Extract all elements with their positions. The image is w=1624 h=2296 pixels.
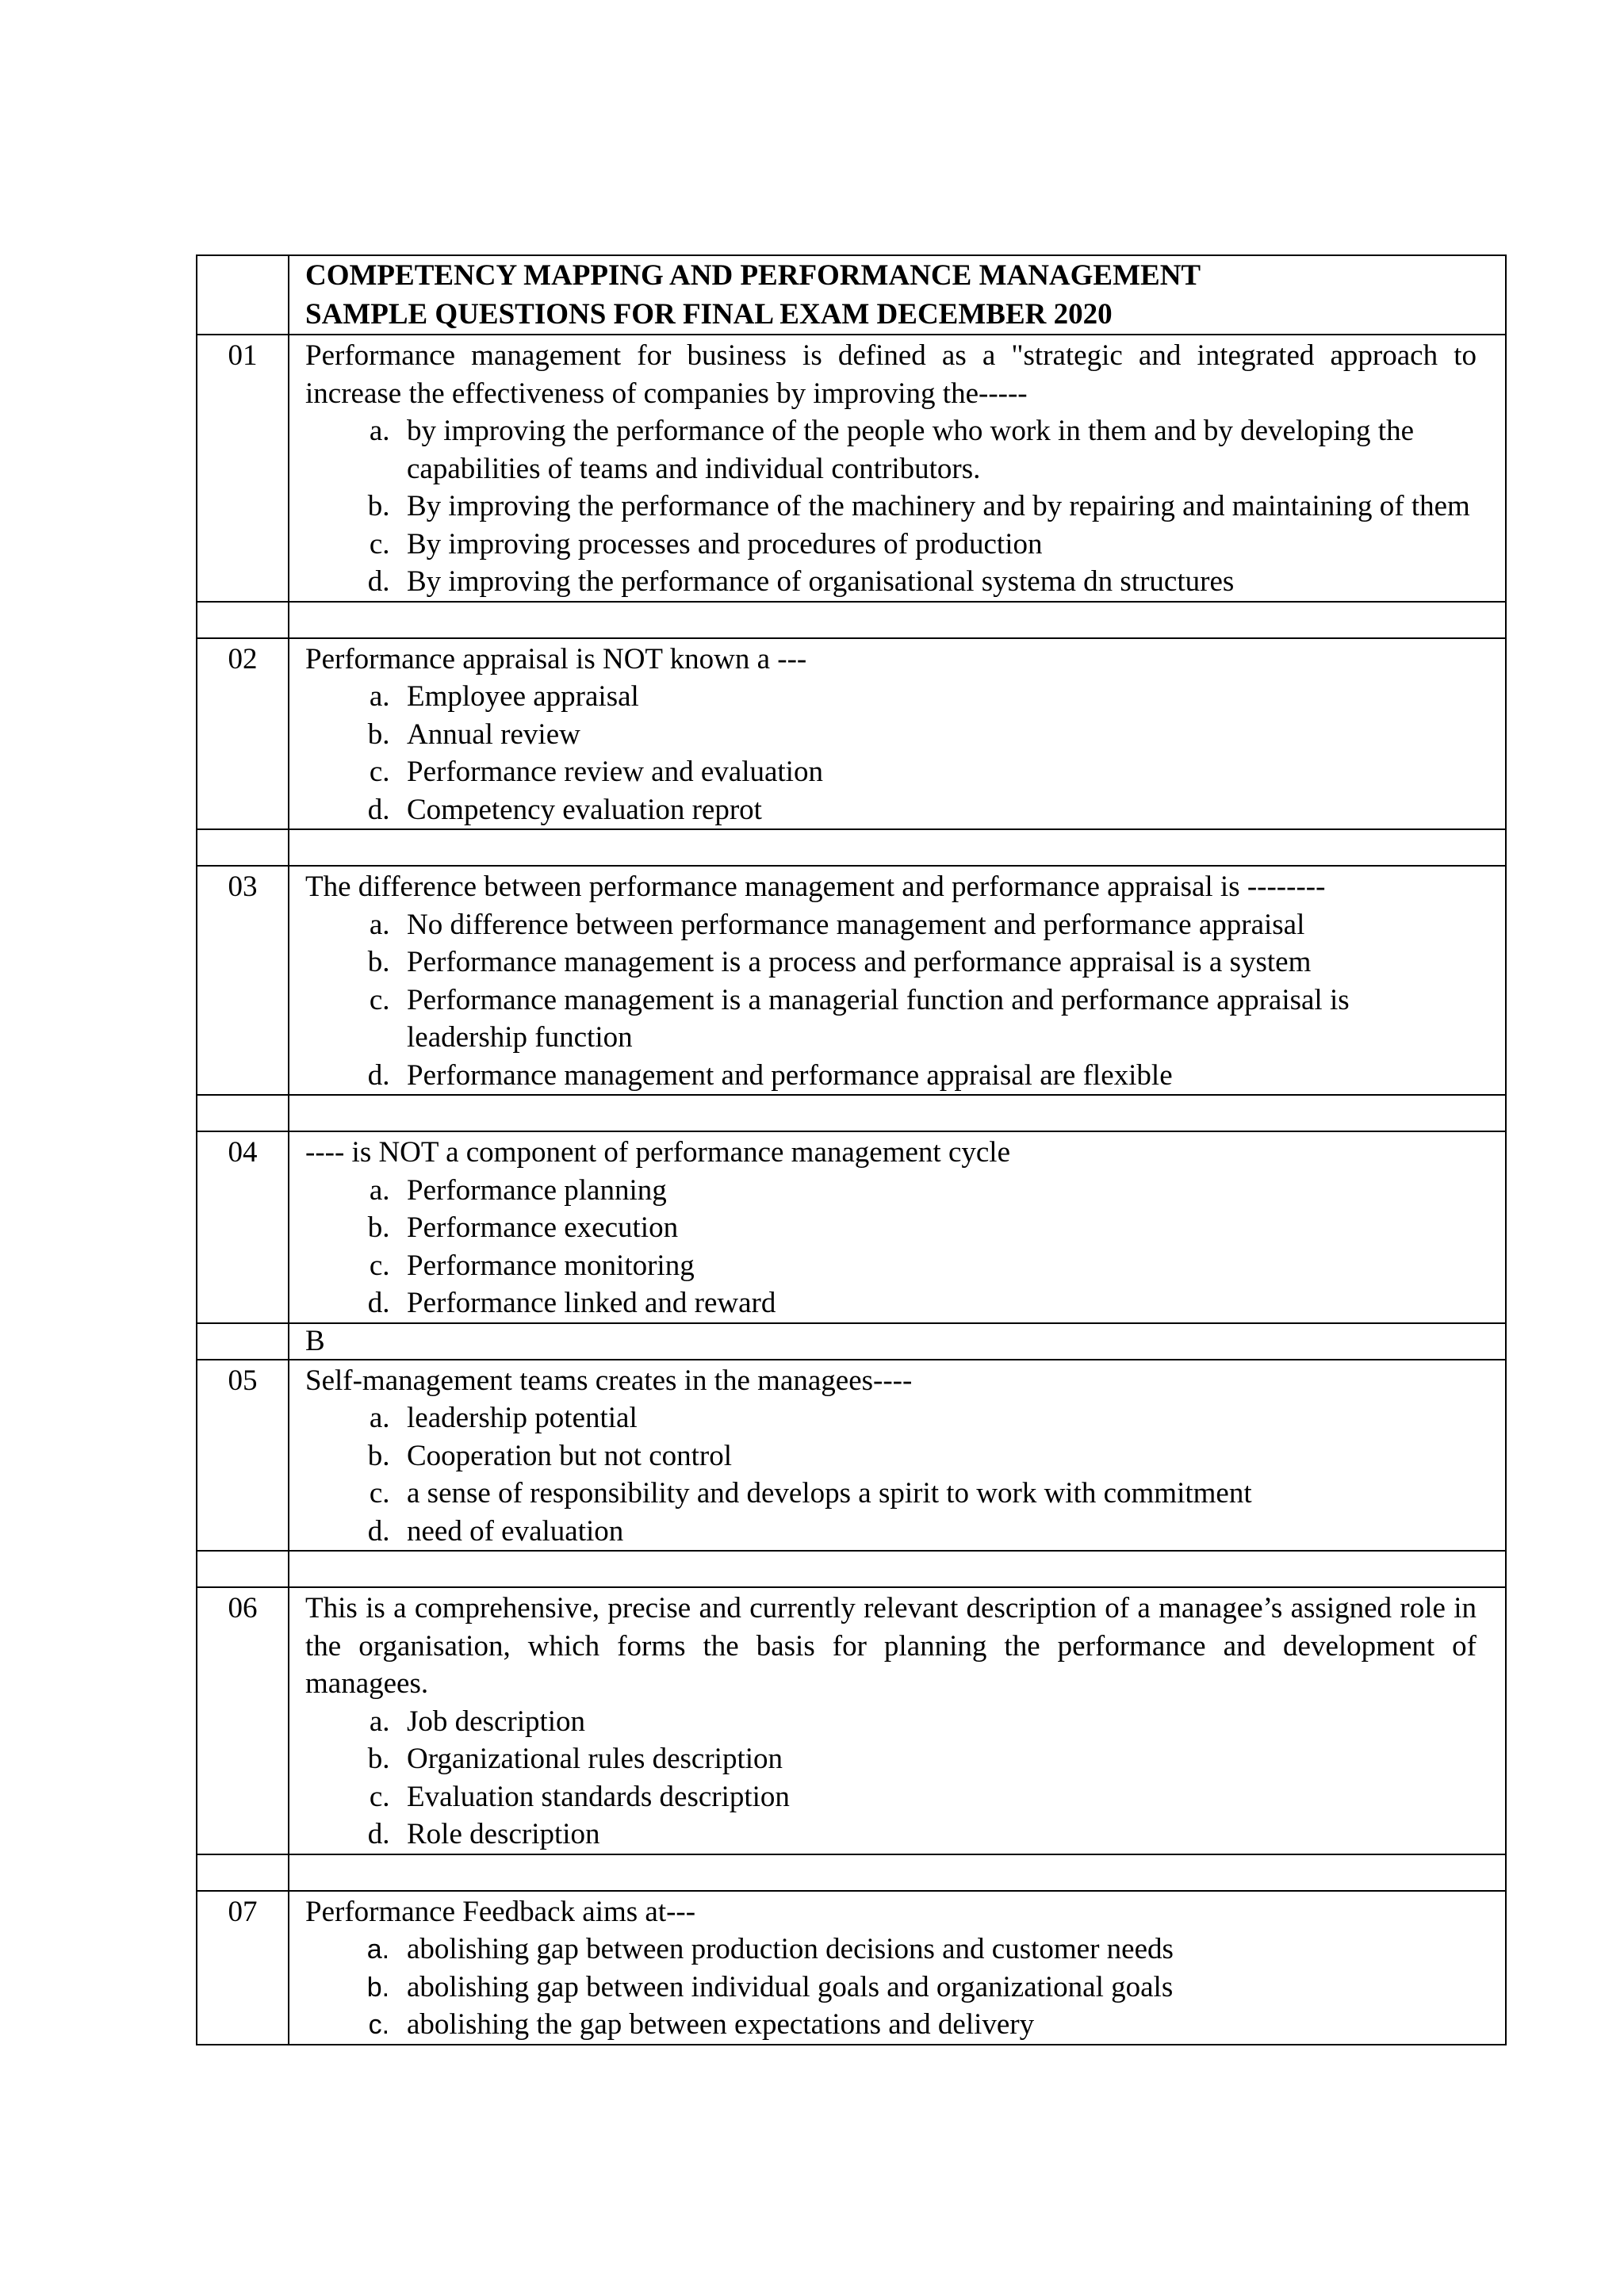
answer-row: [197, 1854, 1506, 1891]
option-c: c. abolishing the gap between expectations and delivery: [404, 2006, 1477, 2044]
question-cell: [289, 335, 1506, 602]
question-cell: [289, 1891, 1506, 2045]
question-cell: [289, 1360, 1506, 1552]
question-row: [197, 1131, 1506, 1323]
option-c: c. By improving processes and procedures of production: [404, 526, 1477, 564]
question-number: 06: [197, 1587, 289, 1854]
option-d: d. Performance management and performance appraisal are flexible: [404, 1057, 1477, 1095]
option-b: b. Organizational rules description: [404, 1740, 1477, 1778]
question-number: 01: [197, 335, 289, 602]
option-c: c. Performance review and evaluation: [404, 753, 1477, 791]
option-d: d. Performance linked and reward: [404, 1284, 1477, 1322]
header-number-cell: [197, 255, 289, 335]
answer-cell: B: [289, 1323, 1506, 1360]
question-cell: [289, 638, 1506, 830]
option-c: c. a sense of responsibility and develops a spirit to work with commitment: [404, 1475, 1477, 1513]
option-list: [305, 412, 1477, 601]
option-a: a. by improving the performance of the people who work in them and by developing the capabilities of teams and individual contributors.: [404, 412, 1477, 488]
question-row: [197, 1360, 1506, 1552]
option-c: c. Evaluation standards description: [404, 1778, 1477, 1816]
exam-table: [196, 254, 1507, 2045]
option-a: a. abolishing gap between production decisions and customer needs: [404, 1931, 1477, 1969]
option-b: b. Annual review: [404, 716, 1477, 754]
question-text: Performance appraisal is NOT known a ---: [305, 642, 807, 675]
answer-number-cell: [197, 829, 289, 866]
option-d: d. By improving the performance of organisational systema dn structures: [404, 563, 1477, 601]
answer-cell: [289, 602, 1506, 638]
question-row: [197, 638, 1506, 830]
option-list: [305, 906, 1477, 1095]
answer-number-cell: [197, 1095, 289, 1131]
answer-row: [197, 829, 1506, 866]
question-text: Performance Feedback aims at---: [305, 1895, 696, 1928]
answer-number-cell: [197, 602, 289, 638]
option-a: a. leadership potential: [404, 1399, 1477, 1437]
option-list: [305, 1931, 1477, 2044]
question-row: [197, 866, 1506, 1095]
option-d: d. Role description: [404, 1816, 1477, 1854]
option-d: d. Competency evaluation reprot: [404, 791, 1477, 829]
option-d: d. need of evaluation: [404, 1513, 1477, 1551]
header-title-cell: [289, 255, 1506, 335]
answer-number-cell: [197, 1551, 289, 1587]
option-c: c. Performance monitoring: [404, 1247, 1477, 1285]
question-number: 07: [197, 1891, 289, 2045]
question-number: 05: [197, 1360, 289, 1552]
option-a: a. Performance planning: [404, 1172, 1477, 1210]
answer-cell: [289, 1095, 1506, 1131]
header-row: [197, 255, 1506, 335]
option-list: [305, 1703, 1477, 1854]
option-a: a. Job description: [404, 1703, 1477, 1741]
option-a: a. No difference between performance management and performance appraisal: [404, 906, 1477, 944]
question-row: [197, 335, 1506, 602]
question-cell: [289, 1131, 1506, 1323]
answer-cell: [289, 1551, 1506, 1587]
answer-number-cell: [197, 1854, 289, 1891]
question-number: 03: [197, 866, 289, 1095]
question-text: Performance management for business is defined as a "strategic and integrated approach to increase the effectiveness of companies by improving the-----: [305, 339, 1477, 410]
answer-cell: [289, 1854, 1506, 1891]
answer-number-cell: [197, 1323, 289, 1360]
question-cell: [289, 866, 1506, 1095]
option-b: b. Performance execution: [404, 1209, 1477, 1247]
question-row: [197, 1891, 1506, 2045]
answer-cell: [289, 829, 1506, 866]
question-text: The difference between performance management and performance appraisal is --------: [305, 871, 1326, 903]
option-b: b. Cooperation but not control: [404, 1437, 1477, 1475]
option-list: [305, 678, 1477, 828]
option-list: [305, 1172, 1477, 1322]
question-number: 02: [197, 638, 289, 830]
question-row: [197, 1587, 1506, 1854]
option-b: b. By improving the performance of the machinery and by repairing and maintaining of them: [404, 488, 1477, 526]
question-cell: [289, 1587, 1506, 1854]
answer-row: [197, 1323, 1506, 1360]
question-text: This is a comprehensive, precise and currently relevant description of a managee’s assigned role in the organisation, which forms the basis for planning the performance and development of managees.: [305, 1592, 1477, 1700]
answer-row: [197, 1095, 1506, 1131]
answer-row: [197, 602, 1506, 638]
document-title: COMPETENCY MAPPING AND PERFORMANCE MANAGEMENT: [305, 259, 1201, 292]
answer-row: [197, 1551, 1506, 1587]
option-list: [305, 1399, 1477, 1550]
option-a: a. Employee appraisal: [404, 678, 1477, 716]
question-text: Self-management teams creates in the managees----: [305, 1364, 913, 1397]
option-b: b. Performance management is a process and performance appraisal is a system: [404, 943, 1477, 982]
option-b: b. abolishing gap between individual goals and organizational goals: [404, 1969, 1477, 2007]
question-number: 04: [197, 1131, 289, 1323]
option-c: c. Performance management is a managerial function and performance appraisal is leadership function: [404, 982, 1477, 1057]
question-text: ---- is NOT a component of performance management cycle: [305, 1136, 1010, 1169]
document-subtitle: SAMPLE QUESTIONS FOR FINAL EXAM DECEMBER 2020: [305, 298, 1113, 331]
